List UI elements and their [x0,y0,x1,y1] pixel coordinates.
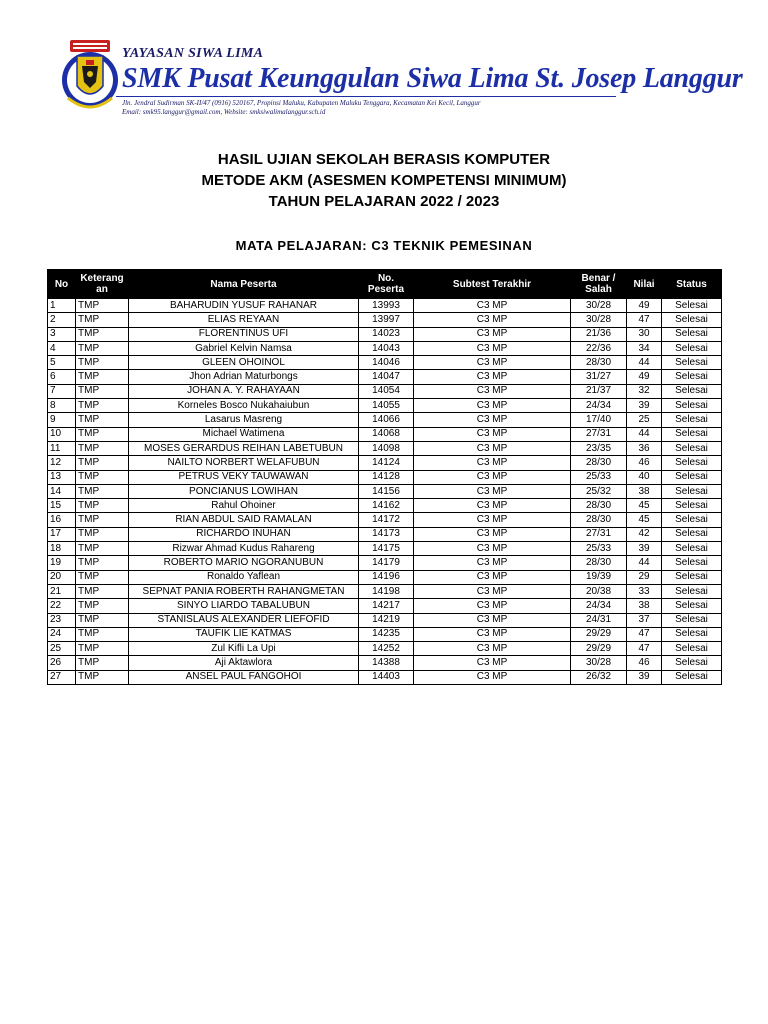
cell-keterangan: TMP [76,341,129,355]
cell-keterangan: TMP [76,427,129,441]
cell-nilai: 47 [627,627,662,641]
results-table [47,269,722,685]
contact-line: Email: smk95.langgur@gmail.com, Website: smksiwalimalanggur.sch.id [122,108,326,116]
cell-no-peserta: 14156 [359,484,414,498]
cell-no: 20 [48,570,76,584]
cell-status: Selesai [662,556,722,570]
cell-nilai: 29 [627,570,662,584]
table-row [48,427,722,441]
cell-benar-salah: 21/37 [571,384,627,398]
cell-no: 21 [48,584,76,598]
cell-nama: NAILTO NORBERT WELAFUBUN [129,456,359,470]
cell-status: Selesai [662,341,722,355]
cell-subtest: C3 MP [414,370,571,384]
cell-status: Selesai [662,413,722,427]
cell-subtest: C3 MP [414,542,571,556]
cell-keterangan: TMP [76,413,129,427]
cell-keterangan: TMP [76,484,129,498]
header-keterangan: Keterang an [76,270,129,299]
cell-keterangan: TMP [76,556,129,570]
cell-subtest: C3 MP [414,484,571,498]
cell-nama: TAUFIK LIE KATMAS [129,627,359,641]
table-row [48,584,722,598]
cell-benar-salah: 29/29 [571,642,627,656]
cell-status: Selesai [662,627,722,641]
table-row [48,413,722,427]
cell-nama: PETRUS VEKY TAUWAWAN [129,470,359,484]
cell-no-peserta: 14172 [359,513,414,527]
cell-status: Selesai [662,499,722,513]
cell-benar-salah: 25/32 [571,484,627,498]
cell-nilai: 39 [627,670,662,684]
cell-subtest: C3 MP [414,642,571,656]
cell-subtest: C3 MP [414,656,571,670]
school-name: SMK Pusat Keunggulan Siwa Lima St. Josep Langgur [122,63,743,94]
cell-no: 27 [48,670,76,684]
header-no: No [48,270,76,299]
cell-benar-salah: 24/34 [571,599,627,613]
cell-subtest: C3 MP [414,613,571,627]
cell-status: Selesai [662,527,722,541]
cell-benar-salah: 30/28 [571,656,627,670]
table-row [48,642,722,656]
cell-subtest: C3 MP [414,427,571,441]
table-row [48,484,722,498]
table-row [48,513,722,527]
cell-no: 18 [48,542,76,556]
cell-benar-salah: 28/30 [571,456,627,470]
cell-nama: Aji Aktawlora [129,656,359,670]
table-row [48,356,722,370]
cell-subtest: C3 MP [414,584,571,598]
cell-status: Selesai [662,570,722,584]
cell-subtest: C3 MP [414,470,571,484]
table-row [48,327,722,341]
cell-subtest: C3 MP [414,456,571,470]
cell-benar-salah: 17/40 [571,413,627,427]
cell-status: Selesai [662,299,722,313]
table-row [48,627,722,641]
cell-no: 19 [48,556,76,570]
table-row [48,313,722,327]
cell-status: Selesai [662,599,722,613]
cell-no: 9 [48,413,76,427]
cell-status: Selesai [662,356,722,370]
cell-keterangan: TMP [76,299,129,313]
foundation-name: YAYASAN SIWA LIMA [122,46,264,61]
cell-benar-salah: 25/33 [571,470,627,484]
cell-no-peserta: 14252 [359,642,414,656]
table-row [48,613,722,627]
cell-no-peserta: 13993 [359,299,414,313]
cell-benar-salah: 28/30 [571,556,627,570]
cell-nama: Rizwar Ahmad Kudus Rahareng [129,542,359,556]
cell-no: 7 [48,384,76,398]
cell-keterangan: TMP [76,613,129,627]
cell-no-peserta: 14173 [359,527,414,541]
subject-heading: MATA PELAJARAN: C3 TEKNIK PEMESINAN [235,238,533,253]
cell-nilai: 46 [627,656,662,670]
cell-subtest: C3 MP [414,527,571,541]
cell-nama: ANSEL PAUL FANGOHOI [129,670,359,684]
cell-benar-salah: 22/36 [571,341,627,355]
cell-no: 25 [48,642,76,656]
cell-no-peserta: 14235 [359,627,414,641]
table-row [48,341,722,355]
table-header-row [48,270,722,299]
cell-nama: GLEEN OHOINOL [129,356,359,370]
cell-nama: Zul Kifli La Upi [129,642,359,656]
cell-no-peserta: 14403 [359,670,414,684]
cell-no-peserta: 14066 [359,413,414,427]
cell-benar-salah: 28/30 [571,513,627,527]
cell-subtest: C3 MP [414,413,571,427]
cell-nilai: 37 [627,613,662,627]
cell-no: 2 [48,313,76,327]
title-line-2: METODE AKM (ASESMEN KOMPETENSI MINIMUM) [201,172,567,189]
cell-nilai: 47 [627,642,662,656]
cell-subtest: C3 MP [414,341,571,355]
cell-keterangan: TMP [76,642,129,656]
cell-nama: SINYO LIARDO TABALUBUN [129,599,359,613]
cell-keterangan: TMP [76,656,129,670]
cell-nilai: 25 [627,413,662,427]
table-row [48,499,722,513]
cell-status: Selesai [662,370,722,384]
header-benar-salah: Benar / Salah [571,270,627,299]
table-row [48,299,722,313]
address-line: Jln. Jendral Sudirman SK-II/47 (0916) 520167, Propinsi Maluku, Kabupaten Maluku Tenggara, Kecamatan Kei Kecil, Langgur [122,99,481,107]
cell-no-peserta: 14217 [359,599,414,613]
cell-status: Selesai [662,399,722,413]
cell-subtest: C3 MP [414,313,571,327]
cell-benar-salah: 23/35 [571,441,627,455]
cell-status: Selesai [662,427,722,441]
cell-status: Selesai [662,441,722,455]
cell-no-peserta: 14196 [359,570,414,584]
cell-keterangan: TMP [76,627,129,641]
cell-nilai: 30 [627,327,662,341]
cell-nama: SEPNAT PANIA ROBERTH RAHANGMETAN [129,584,359,598]
cell-nama: RIAN ABDUL SAID RAMALAN [129,513,359,527]
cell-status: Selesai [662,642,722,656]
cell-nilai: 38 [627,599,662,613]
cell-status: Selesai [662,513,722,527]
cell-no: 13 [48,470,76,484]
cell-no: 5 [48,356,76,370]
cell-no-peserta: 14068 [359,427,414,441]
title-line-1: HASIL UJIAN SEKOLAH BERASIS KOMPUTER [217,151,551,168]
cell-no-peserta: 14046 [359,356,414,370]
cell-nama: STANISLAUS ALEXANDER LIEFOFID [129,613,359,627]
cell-nilai: 42 [627,527,662,541]
cell-nilai: 38 [627,484,662,498]
cell-nama: MOSES GERARDUS REIHAN LABETUBUN [129,441,359,455]
cell-benar-salah: 30/28 [571,313,627,327]
cell-no: 12 [48,456,76,470]
table-row [48,570,722,584]
cell-no-peserta: 14219 [359,613,414,627]
cell-no-peserta: 14128 [359,470,414,484]
cell-benar-salah: 30/28 [571,299,627,313]
cell-no: 6 [48,370,76,384]
cell-no: 16 [48,513,76,527]
cell-benar-salah: 29/29 [571,627,627,641]
cell-nilai: 39 [627,542,662,556]
cell-nama: RICHARDO INUHAN [129,527,359,541]
cell-benar-salah: 27/31 [571,427,627,441]
cell-benar-salah: 20/38 [571,584,627,598]
cell-nilai: 32 [627,384,662,398]
title-line-3: TAHUN PELAJARAN 2022 / 2023 [268,193,500,210]
cell-keterangan: TMP [76,542,129,556]
cell-keterangan: TMP [76,441,129,455]
cell-status: Selesai [662,584,722,598]
cell-benar-salah: 25/33 [571,542,627,556]
table-row [48,470,722,484]
cell-subtest: C3 MP [414,356,571,370]
cell-keterangan: TMP [76,670,129,684]
cell-nilai: 39 [627,399,662,413]
cell-nilai: 40 [627,470,662,484]
cell-no: 1 [48,299,76,313]
table-row [48,670,722,684]
letterhead-divider [116,96,616,97]
cell-status: Selesai [662,656,722,670]
school-logo-icon [60,36,120,120]
cell-no-peserta: 13997 [359,313,414,327]
cell-nama: Rahul Ohoiner [129,499,359,513]
cell-subtest: C3 MP [414,299,571,313]
cell-nilai: 44 [627,356,662,370]
table-row [48,542,722,556]
cell-subtest: C3 MP [414,327,571,341]
cell-no: 10 [48,427,76,441]
cell-no-peserta: 14098 [359,441,414,455]
cell-no-peserta: 14179 [359,556,414,570]
cell-keterangan: TMP [76,599,129,613]
cell-no-peserta: 14047 [359,370,414,384]
cell-no: 11 [48,441,76,455]
table-row [48,556,722,570]
cell-status: Selesai [662,484,722,498]
table-row [48,370,722,384]
cell-nama: ROBERTO MARIO NGORANUBUN [129,556,359,570]
cell-no-peserta: 14388 [359,656,414,670]
cell-no: 3 [48,327,76,341]
cell-benar-salah: 28/30 [571,356,627,370]
cell-keterangan: TMP [76,399,129,413]
cell-keterangan: TMP [76,327,129,341]
cell-subtest: C3 MP [414,441,571,455]
cell-keterangan: TMP [76,370,129,384]
cell-no-peserta: 14043 [359,341,414,355]
cell-nilai: 44 [627,427,662,441]
cell-no: 22 [48,599,76,613]
cell-benar-salah: 27/31 [571,527,627,541]
cell-nama: Korneles Bosco Nukahaiubun [129,399,359,413]
cell-subtest: C3 MP [414,513,571,527]
cell-nilai: 36 [627,441,662,455]
cell-benar-salah: 24/31 [571,613,627,627]
table-row [48,441,722,455]
cell-benar-salah: 26/32 [571,670,627,684]
cell-nilai: 33 [627,584,662,598]
cell-nama: Jhon Adrian Maturbongs [129,370,359,384]
cell-status: Selesai [662,327,722,341]
cell-no-peserta: 14175 [359,542,414,556]
cell-nilai: 45 [627,499,662,513]
cell-subtest: C3 MP [414,670,571,684]
cell-subtest: C3 MP [414,384,571,398]
cell-subtest: C3 MP [414,570,571,584]
cell-keterangan: TMP [76,456,129,470]
cell-nama: Michael Watimena [129,427,359,441]
cell-nama: Lasarus Masreng [129,413,359,427]
cell-keterangan: TMP [76,513,129,527]
cell-benar-salah: 21/36 [571,327,627,341]
table-row [48,456,722,470]
cell-subtest: C3 MP [414,556,571,570]
cell-nama: Gabriel Kelvin Namsa [129,341,359,355]
table-row [48,599,722,613]
cell-status: Selesai [662,456,722,470]
cell-status: Selesai [662,613,722,627]
header-no-peserta: No. Peserta [359,270,414,299]
cell-no: 8 [48,399,76,413]
table-row [48,399,722,413]
cell-no-peserta: 14162 [359,499,414,513]
cell-nilai: 49 [627,299,662,313]
table-row [48,384,722,398]
cell-no: 17 [48,527,76,541]
cell-keterangan: TMP [76,313,129,327]
cell-no-peserta: 14023 [359,327,414,341]
cell-keterangan: TMP [76,584,129,598]
cell-no: 23 [48,613,76,627]
cell-status: Selesai [662,542,722,556]
cell-nilai: 45 [627,513,662,527]
cell-no: 4 [48,341,76,355]
header-nilai: Nilai [627,270,662,299]
cell-status: Selesai [662,384,722,398]
table-row [48,527,722,541]
cell-status: Selesai [662,670,722,684]
cell-no-peserta: 14054 [359,384,414,398]
document-title [0,149,768,212]
cell-no: 14 [48,484,76,498]
cell-keterangan: TMP [76,470,129,484]
cell-no-peserta: 14198 [359,584,414,598]
cell-nama: JOHAN A. Y. RAHAYAAN [129,384,359,398]
cell-subtest: C3 MP [414,499,571,513]
table-row [48,656,722,670]
cell-no: 15 [48,499,76,513]
cell-nama: PONCIANUS LOWIHAN [129,484,359,498]
cell-subtest: C3 MP [414,399,571,413]
cell-no-peserta: 14055 [359,399,414,413]
cell-keterangan: TMP [76,527,129,541]
cell-nilai: 49 [627,370,662,384]
cell-benar-salah: 31/27 [571,370,627,384]
cell-nama: Ronaldo Yaflean [129,570,359,584]
cell-benar-salah: 28/30 [571,499,627,513]
header-subtest: Subtest Terakhir [414,270,571,299]
cell-nama: ELIAS REYAAN [129,313,359,327]
cell-benar-salah: 19/39 [571,570,627,584]
cell-nilai: 34 [627,341,662,355]
cell-no: 26 [48,656,76,670]
table-body [48,299,722,685]
letterhead [46,36,743,120]
header-status: Status [662,270,722,299]
cell-keterangan: TMP [76,356,129,370]
cell-keterangan: TMP [76,570,129,584]
cell-nilai: 46 [627,456,662,470]
header-nama: Nama Peserta [129,270,359,299]
school-address [122,99,622,117]
cell-no-peserta: 14124 [359,456,414,470]
cell-nama: FLORENTINUS UFI [129,327,359,341]
cell-no: 24 [48,627,76,641]
cell-keterangan: TMP [76,384,129,398]
cell-nilai: 44 [627,556,662,570]
cell-status: Selesai [662,313,722,327]
cell-status: Selesai [662,470,722,484]
cell-benar-salah: 24/34 [571,399,627,413]
cell-nilai: 47 [627,313,662,327]
cell-nama: BAHARUDIN YUSUF RAHANAR [129,299,359,313]
cell-subtest: C3 MP [414,627,571,641]
cell-keterangan: TMP [76,499,129,513]
cell-subtest: C3 MP [414,599,571,613]
